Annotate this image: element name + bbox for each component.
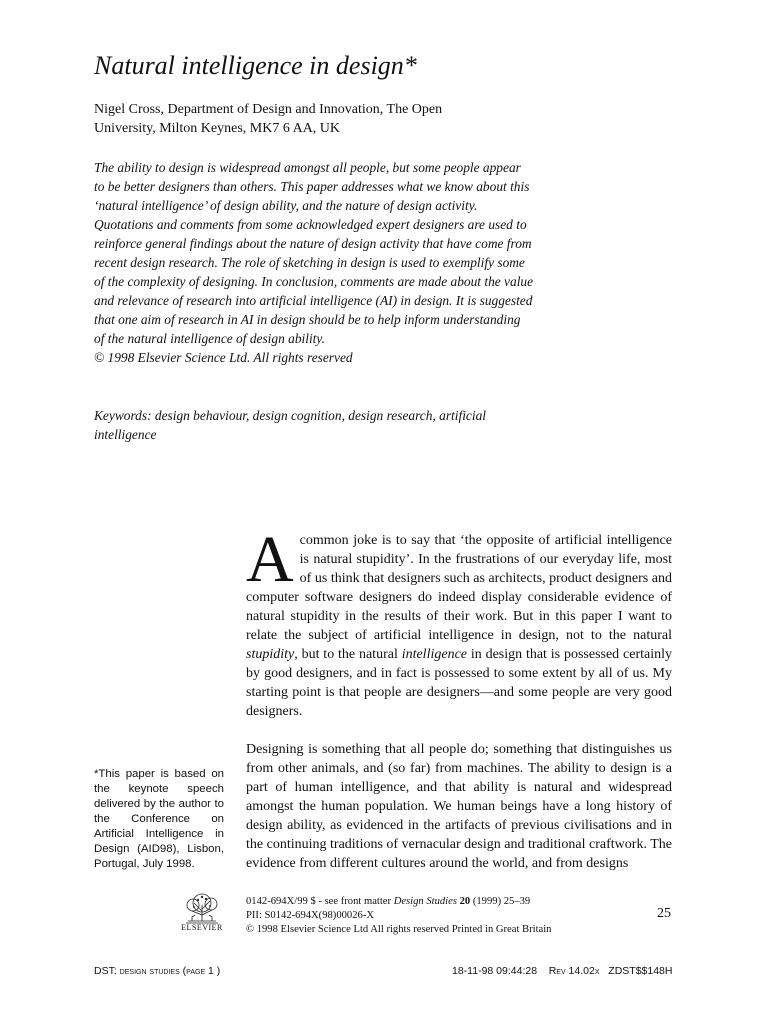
body-paragraph-1 <box>246 523 672 721</box>
journal-year-pages: (1999) 25–39 <box>470 896 531 907</box>
footer-rev: Rev 14.02x <box>548 965 600 977</box>
publisher-name: ELSEVIER <box>181 923 223 932</box>
p1-emphasis-stupidity: stupidity <box>246 647 295 662</box>
pub-line-2: PII: S0142-694X(98)00026-X <box>246 910 374 921</box>
p1-text-c: in design that is possessed certainly by good designers, and in fact is possessed to some extent by all of us. My starting point is that people are designers—and some people are very good designers. <box>246 647 672 719</box>
journal-volume: 20 <box>459 896 471 907</box>
paper-title: Natural intelligence in design* <box>94 51 417 80</box>
footer-left: DST: design studies (page 1 ) <box>94 965 221 977</box>
keywords: Keywords: design behaviour, design cognition, design research, artificial intelligence <box>94 408 487 442</box>
pub-issn: 0142-694X/99 $ - see front matter <box>246 896 394 907</box>
abstract <box>94 158 534 367</box>
author-line-2: University, Milton Keynes, MK7 6 AA, UK <box>94 121 341 136</box>
footer-date: 18-11-98 09:44:28 <box>452 965 538 977</box>
pub-line-3: © 1998 Elsevier Science Ltd All rights reserved Printed in Great Britain <box>246 924 552 935</box>
publication-info <box>246 895 551 937</box>
journal-name: Design Studies <box>393 896 457 907</box>
footer-id: ZDST$$148H <box>608 965 673 977</box>
abstract-text: The ability to design is widespread amongst all people, but some people appear to be better designers than others. This paper addresses what we know about this ‘natural intelligence’ of design ability, and the nature of design activity. Quotations and comments from some acknowledged expert designers are used to reinforce general findings about the nature of design activity that have come from recent design research. The role of sketching in design is used to exemplify some of the complexity of designing. In conclusion, comments are made about the value and relevance of research into artificial intelligence (AI) in design. It is suggested that one aim of research in AI in design should be to help inform understanding of the natural intelligence of design ability. <box>94 160 534 346</box>
body-paragraph-2: Designing is something that all people do; something that distinguishes us from other animals, and (so far) from machines. The ability to design is a part of human intelligence, and that ability is natural and widespread amongst the human population. We human beings have a long history of design ability, as evidenced in the artifacts of previous civilisations and in the continuing traditions of vernacular design and traditional craftwork. The evidence from different cultures around the world, and from designs <box>246 742 672 871</box>
abstract-copyright: © 1998 Elsevier Science Ltd. All rights reserved <box>94 350 353 365</box>
footnote: *This paper is based on the keynote speech delivered by the author to the Conference on Artificial Intelligence in Design (AID98), Lisbon, Portugal, July 1998. <box>94 768 224 870</box>
p1-emphasis-intelligence: intelligence <box>401 647 467 662</box>
footer-right <box>452 965 672 977</box>
page-number: 25 <box>657 906 671 921</box>
p1-text-b: , but to the natural <box>294 647 402 662</box>
pub-line-1 <box>246 895 551 909</box>
p1-text-a: common joke is to say that ‘the opposite of artificial intelligence is natural stupidity’. In the frustrations of our everyday life, most of us think that designers such as architects, product designers and computer software designers do indeed display considerable evidence of natural stupidity in the results of their work. But in this paper I want to relate the subject of artificial intelligence in design, not to the natural <box>246 533 672 643</box>
author-affiliation <box>94 100 514 138</box>
drop-cap: A <box>246 523 294 596</box>
author-line-1: Nigel Cross, Department of Design and Innovation, The Open <box>94 102 443 117</box>
